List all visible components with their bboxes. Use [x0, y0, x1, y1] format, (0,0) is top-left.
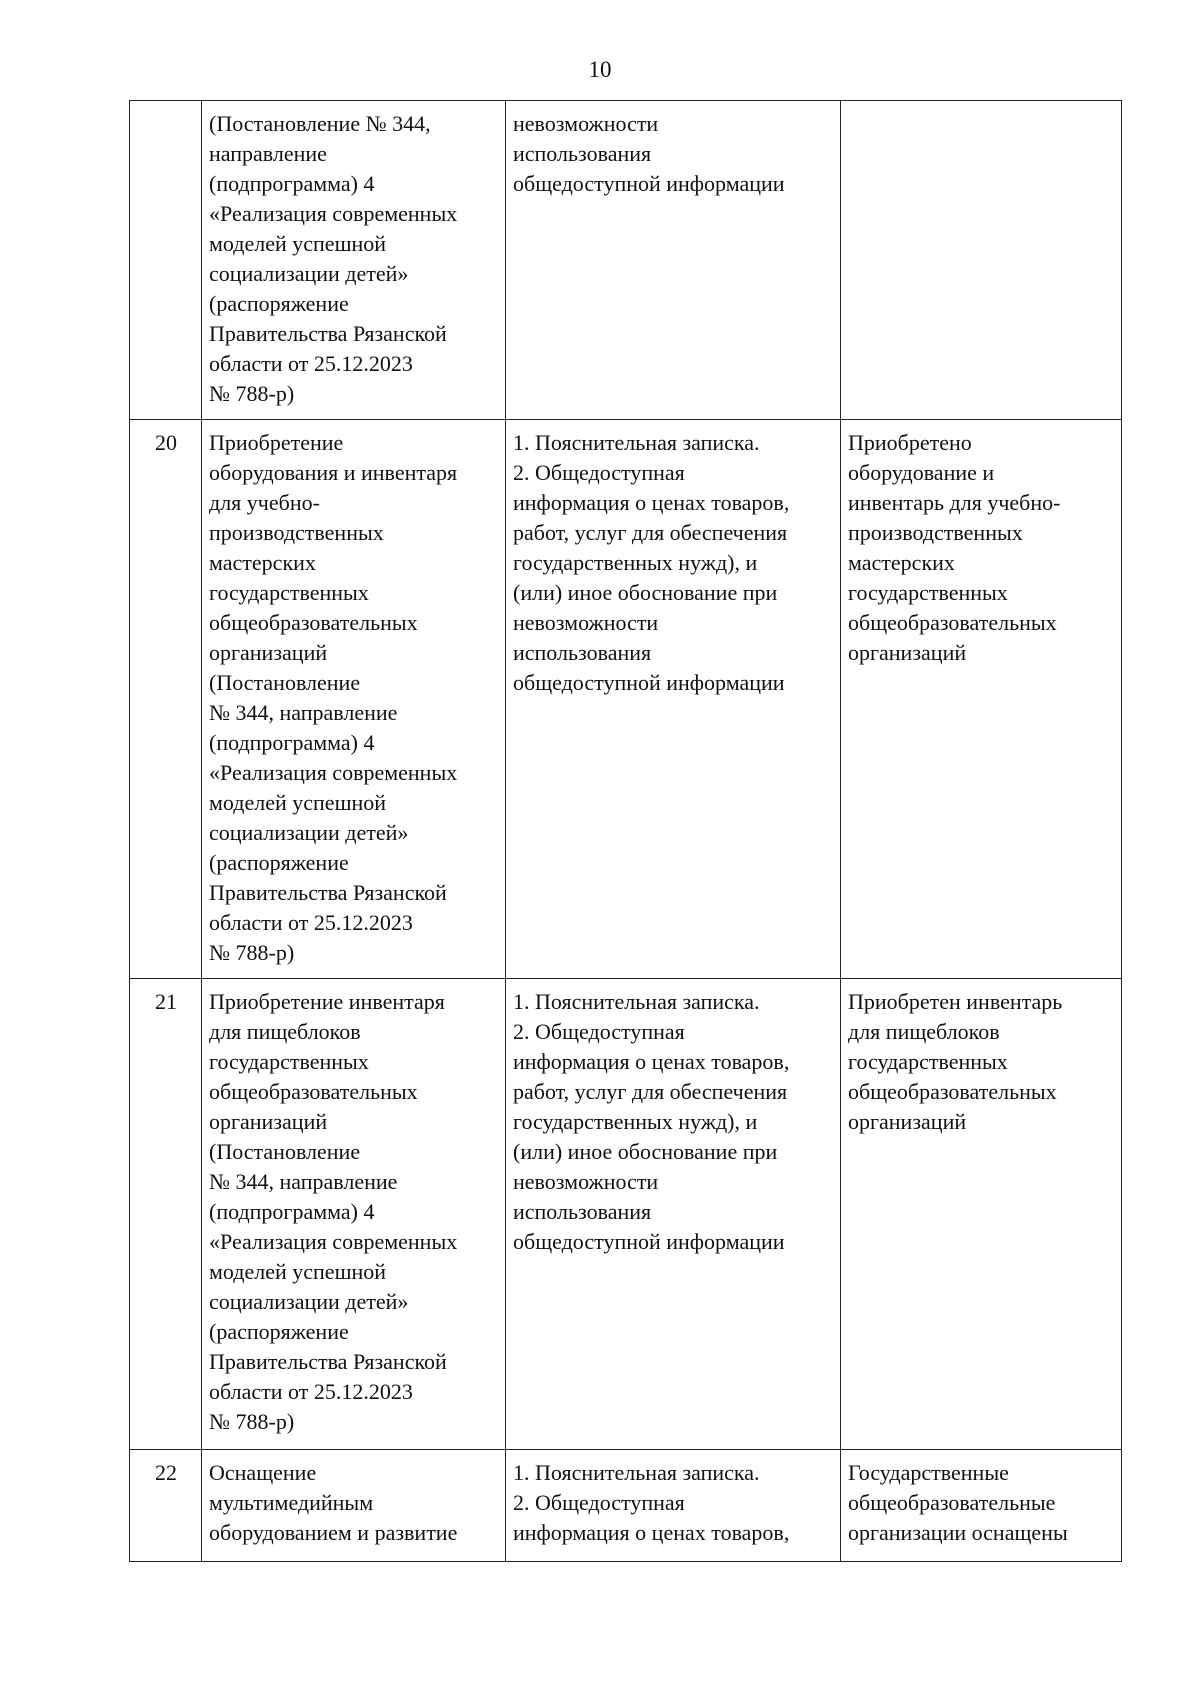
- name-line: № 788-р): [209, 381, 295, 406]
- documents-cell: [506, 1450, 841, 1562]
- name-line: (Постановление № 344,: [209, 111, 431, 136]
- docs-line: работ, услуг для обеспечения: [513, 1079, 788, 1104]
- result-line: Приобретен инвентарь: [848, 989, 1063, 1014]
- docs-line: 2. Общедоступная: [513, 1019, 685, 1044]
- result-line: мастерских: [848, 550, 955, 575]
- result-line: Государственные: [848, 1460, 1009, 1485]
- docs-line: государственных нужд), и: [513, 550, 758, 575]
- name-line: социализации детей»: [209, 1289, 409, 1314]
- result-cell: [841, 979, 1122, 1450]
- docs-line: использования: [513, 1199, 652, 1224]
- name-line: производственных: [209, 520, 384, 545]
- result-cell: [841, 1450, 1122, 1562]
- name-line: государственных: [209, 580, 369, 605]
- name-line: оборудования и инвентаря: [209, 460, 458, 485]
- name-line: организаций: [209, 640, 328, 665]
- result-line: Приобретено: [848, 430, 972, 455]
- name-line: «Реализация современных: [209, 201, 458, 226]
- name-line: № 788-р): [209, 1409, 295, 1434]
- name-line: социализации детей»: [209, 820, 409, 845]
- docs-line: государственных нужд), и: [513, 1109, 758, 1134]
- name-line: (распоряжение: [209, 1319, 349, 1344]
- name-line: Приобретение инвентаря: [209, 989, 445, 1014]
- name-line: направление: [209, 141, 327, 166]
- docs-line: 1. Пояснительная записка.: [513, 1460, 760, 1485]
- result-line: организации оснащены: [848, 1520, 1068, 1545]
- row-number: 22: [130, 1450, 202, 1562]
- result-line: государственных: [848, 580, 1008, 605]
- docs-line: информация о ценах товаров,: [513, 1520, 790, 1545]
- documents-cell: [506, 420, 841, 979]
- docs-line: невозможности: [513, 111, 659, 136]
- name-line: моделей успешной: [209, 790, 387, 815]
- result-line: для пищеблоков: [848, 1019, 1000, 1044]
- docs-line: 1. Пояснительная записка.: [513, 989, 760, 1014]
- result-line: общеобразовательных: [848, 610, 1057, 635]
- name-line: (подпрограмма) 4: [209, 171, 375, 196]
- page-number: 10: [588, 57, 612, 82]
- name-line: мастерских: [209, 550, 316, 575]
- result-cell: [841, 420, 1122, 979]
- result-line: организаций: [848, 640, 967, 665]
- name-line: (подпрограмма) 4: [209, 1199, 375, 1224]
- documents-cell: [506, 979, 841, 1450]
- name-line: Правительства Рязанской: [209, 321, 447, 346]
- name-line: моделей успешной: [209, 1259, 387, 1284]
- table-row: [130, 979, 1122, 1450]
- name-line: Правительства Рязанской: [209, 880, 447, 905]
- docs-line: невозможности: [513, 610, 659, 635]
- docs-line: 2. Общедоступная: [513, 1490, 685, 1515]
- name-line: области от 25.12.2023: [209, 351, 413, 376]
- name-line: общеобразовательных: [209, 1079, 418, 1104]
- name-line: области от 25.12.2023: [209, 1379, 413, 1404]
- measure-name-cell: [202, 1450, 506, 1562]
- name-line: (распоряжение: [209, 291, 349, 316]
- documents-cell: [506, 101, 841, 420]
- name-line: № 344, направление: [209, 700, 398, 725]
- docs-line: информация о ценах товаров,: [513, 1049, 790, 1074]
- name-line: (распоряжение: [209, 850, 349, 875]
- result-cell: [841, 101, 1122, 420]
- result-line: государственных: [848, 1049, 1008, 1074]
- measure-name-cell: [202, 979, 506, 1450]
- docs-line: 1. Пояснительная записка.: [513, 430, 760, 455]
- name-line: социализации детей»: [209, 261, 409, 286]
- name-line: оборудованием и развитие: [209, 1520, 458, 1545]
- row-number: [130, 101, 202, 420]
- name-line: Правительства Рязанской: [209, 1349, 447, 1374]
- measure-name-cell: [202, 420, 506, 979]
- result-line: организаций: [848, 1109, 967, 1134]
- row-number: 20: [130, 420, 202, 979]
- name-line: для учебно-: [209, 490, 320, 515]
- name-line: (подпрограмма) 4: [209, 730, 375, 755]
- name-line: «Реализация современных: [209, 1229, 458, 1254]
- docs-line: использования: [513, 640, 652, 665]
- name-line: организаций: [209, 1109, 328, 1134]
- result-line: общеобразовательных: [848, 1079, 1057, 1104]
- table-row: [130, 420, 1122, 979]
- result-line: инвентарь для учебно-: [848, 490, 1061, 515]
- docs-line: общедоступной информации: [513, 171, 785, 196]
- name-line: моделей успешной: [209, 231, 387, 256]
- docs-line: общедоступной информации: [513, 670, 785, 695]
- row-number: 21: [130, 979, 202, 1450]
- docs-line: 2. Общедоступная: [513, 460, 685, 485]
- docs-line: использования: [513, 141, 652, 166]
- docs-line: информация о ценах товаров,: [513, 490, 790, 515]
- result-line: производственных: [848, 520, 1023, 545]
- name-line: для пищеблоков: [209, 1019, 361, 1044]
- name-line: общеобразовательных: [209, 610, 418, 635]
- name-line: «Реализация современных: [209, 760, 458, 785]
- name-line: Приобретение: [209, 430, 344, 455]
- name-line: (Постановление: [209, 1139, 361, 1164]
- docs-line: невозможности: [513, 1169, 659, 1194]
- docs-line: (или) иное обоснование при: [513, 1139, 778, 1164]
- name-line: Оснащение: [209, 1460, 317, 1485]
- result-line: общеобразовательные: [848, 1490, 1056, 1515]
- name-line: государственных: [209, 1049, 369, 1074]
- name-line: области от 25.12.2023: [209, 910, 413, 935]
- measure-name-cell: [202, 101, 506, 420]
- name-line: № 344, направление: [209, 1169, 398, 1194]
- docs-line: общедоступной информации: [513, 1229, 785, 1254]
- docs-line: (или) иное обоснование при: [513, 580, 778, 605]
- name-line: № 788-р): [209, 940, 295, 965]
- table-row: [130, 1450, 1122, 1562]
- table-row: [130, 101, 1122, 420]
- docs-line: работ, услуг для обеспечения: [513, 520, 788, 545]
- name-line: (Постановление: [209, 670, 361, 695]
- name-line: мультимедийным: [209, 1490, 374, 1515]
- measures-table: [129, 100, 1122, 1562]
- result-line: оборудование и: [848, 460, 995, 485]
